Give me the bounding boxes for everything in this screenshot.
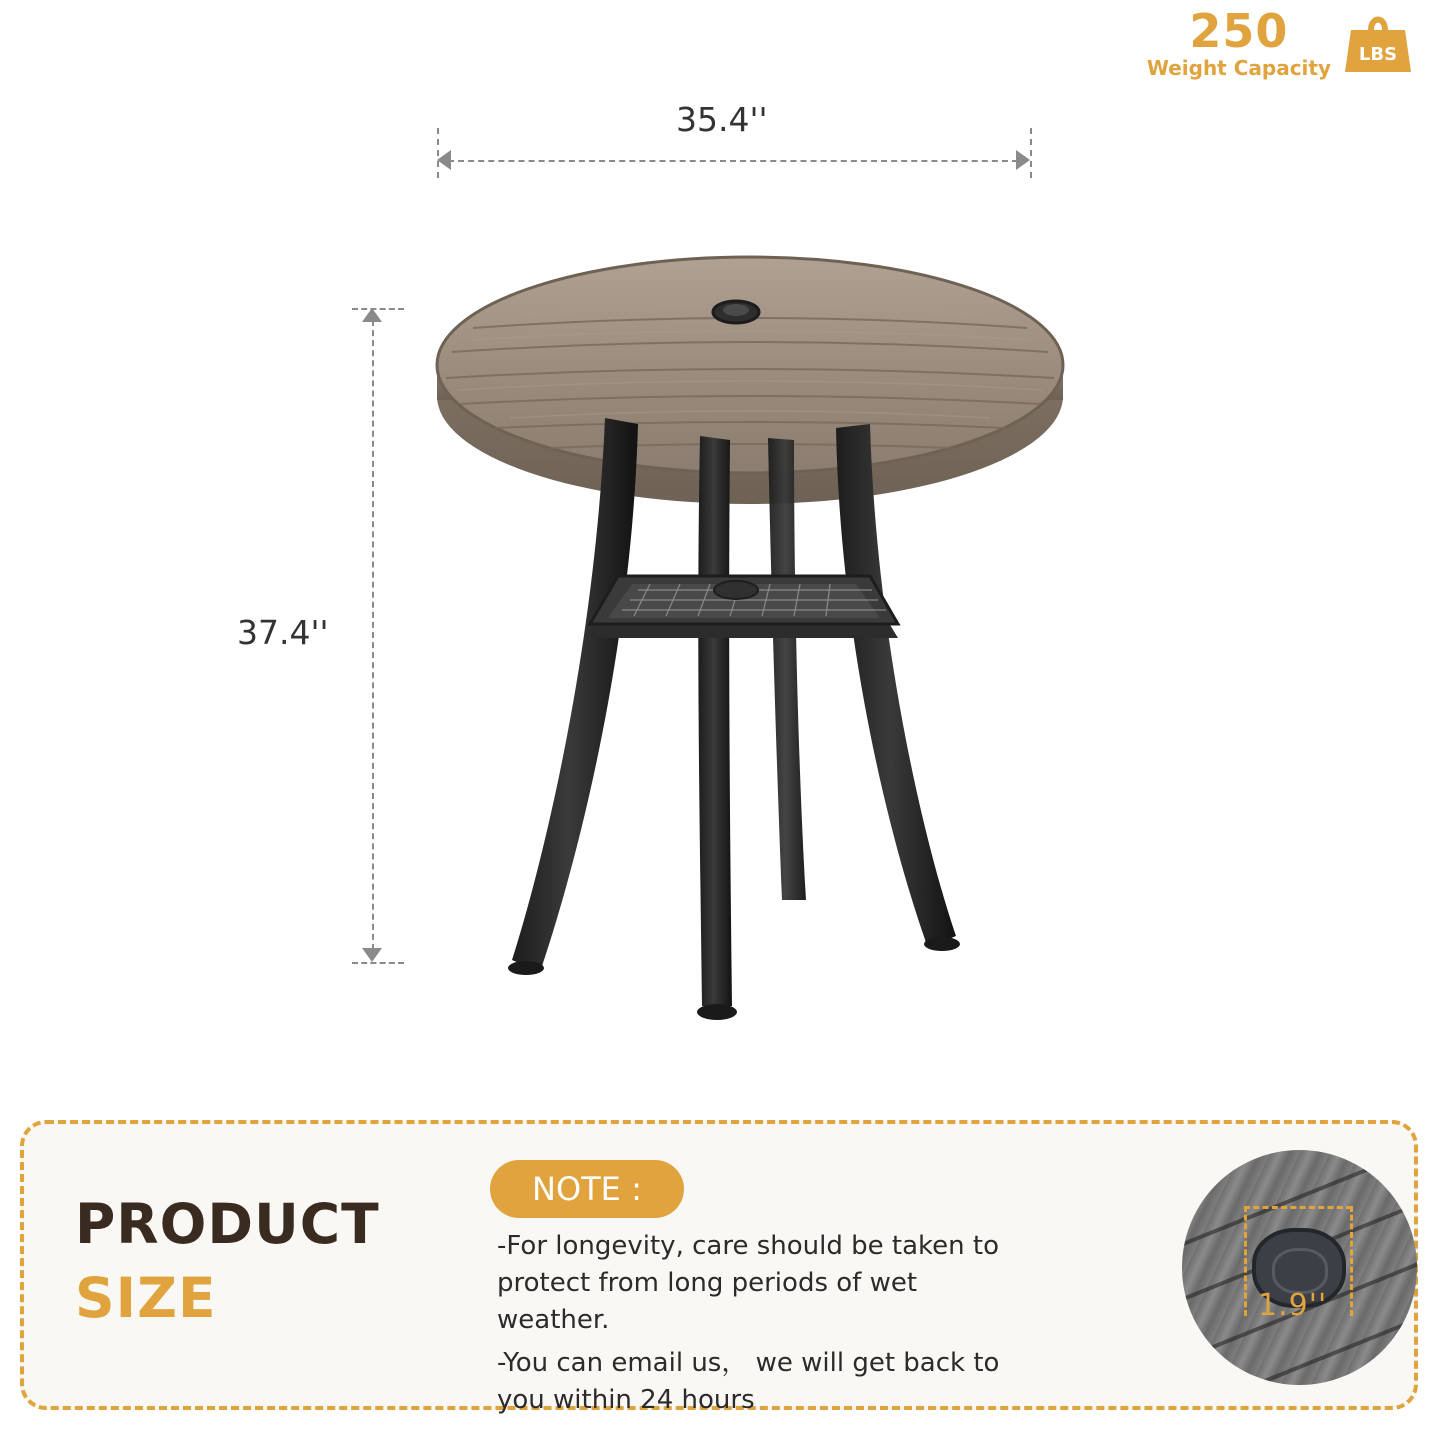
hole-dimension-line xyxy=(1244,1206,1352,1209)
note-heading: NOTE : xyxy=(490,1160,684,1218)
svg-text:LBS: LBS xyxy=(1358,44,1398,65)
height-dimension-label: 37.4'' xyxy=(237,613,329,652)
weight-capacity-text xyxy=(1146,4,1331,80)
width-dimension-label: 35.4'' xyxy=(676,100,768,139)
weight-capacity-badge xyxy=(1146,4,1415,80)
weight-capacity-number: 250 xyxy=(1189,4,1289,58)
note-body xyxy=(497,1228,1027,1425)
height-dimension-line xyxy=(372,320,374,950)
width-extension-right xyxy=(1030,128,1032,178)
hole-extension-right xyxy=(1350,1206,1353,1316)
height-extension-bottom xyxy=(352,962,404,964)
round-bar-table-illustration xyxy=(400,200,1100,1050)
width-arrow-right xyxy=(1016,150,1030,170)
note-line-2: -You can email us， we will get back to you within 24 hours xyxy=(497,1347,1000,1415)
product-size-title-line1: PRODUCT xyxy=(75,1192,380,1256)
width-arrow-left xyxy=(437,150,451,170)
width-dimension-line xyxy=(448,160,1018,162)
hole-dimension-label: 1.9'' xyxy=(1258,1288,1328,1323)
umbrella-hole-closeup xyxy=(1182,1150,1417,1385)
note-line-1: -For longevity, care should be taken to protect from long periods of wet weather. xyxy=(497,1231,999,1335)
weight-icon xyxy=(1341,10,1415,76)
product-size-title xyxy=(75,1192,455,1330)
height-arrow-bottom xyxy=(362,948,382,962)
hole-extension-left xyxy=(1244,1206,1247,1316)
weight-capacity-caption: Weight Capacity xyxy=(1146,56,1331,80)
height-arrow-top xyxy=(362,308,382,322)
product-size-title-line2: SIZE xyxy=(75,1266,217,1330)
